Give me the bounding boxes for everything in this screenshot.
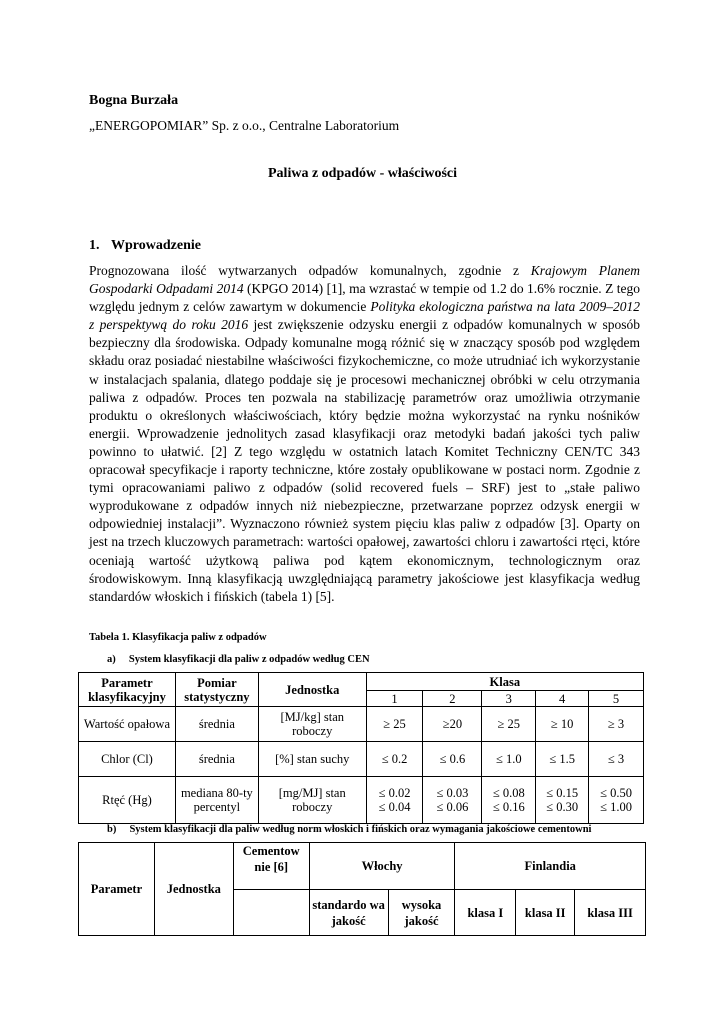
header-cement-empty: [233, 890, 309, 936]
paper-title: Paliwa z odpadów - właściwości: [268, 166, 457, 181]
header-measure: Pomiar statystyczny: [175, 673, 258, 707]
header-parameter: Parametr klasyfikacyjny: [79, 673, 176, 707]
table-row: [79, 742, 644, 777]
header-class: Klasa: [366, 673, 643, 691]
row-value: ≤ 0.2: [366, 742, 423, 777]
row-measure: średnia: [175, 707, 258, 742]
table-caption: Tabela 1. Klasyfikacja paliw z odpadów: [89, 632, 267, 643]
section-number: 1.: [89, 238, 100, 253]
body-text-part: (KPGO 2014) [1], ma wzrastać w tempie od 1.2 do 1.6% rocznie. Z tego względu jednym z celów zawartym w dokumencie: [89, 281, 641, 315]
header-italy-high: wysoka jakość: [388, 890, 455, 936]
row-measure: mediana 80-ty percentyl: [175, 777, 258, 824]
row-value: ≥ 25: [366, 707, 423, 742]
header-parameter: Parametr: [79, 843, 155, 936]
header-finland-class: klasa I: [455, 890, 516, 936]
body-text-emphasis: Polityka ekologiczna państwa na lata 2009–2012 z perspektywą do roku 2016: [89, 299, 640, 333]
header-italy-standard: standardo wa jakość: [309, 890, 388, 936]
body-text-emphasis: Krajowym Planem Gospodarki Odpadami 2014: [89, 263, 640, 297]
row-parameter: Rtęć (Hg): [79, 777, 176, 824]
class-number: 5: [589, 691, 644, 707]
row-value: ≤ 1.0: [482, 742, 536, 777]
header-italy: Włochy: [309, 843, 455, 890]
body-text-part: jest zwiększenie odzysku energii z odpadów komunalnych w sposób bezpieczny dla środowiska. Odpady komunalne mogą różnić się w znaczący sposób pod względem składu oraz posiadać niestabilne właściwości fizykochemiczne, co może utrudniać ich wykorzystanie w instalacjach spalania, dlatego poddaje się je procesowi mechanicznej obróbki w celu otrzymania paliwa z odpadów. Proces ten pozwala na stabilizację parametrów oraz umożliwia otrzymanie produktu o określonych właściwościach, który będzie można wykorzystać na rynku nośników energii. Wprowadzenie jednolitych zasad klasyfikacji oraz metodyki badań jakości tych paliw powinno to ułatwić. [2] Z tego względu w ostatnich latach Komitet Techniczny CEN/TC 343 opracował specyfikacje i raporty techniczne, które zostały opublikowane w postaci norm. Zgodnie z tymi opracowaniami paliwo z odpadów (solid recovered fuels – SRF) jest to „stałe paliwo wyprodukowane z odpadów innych niż niebezpieczne, przetwarzane poprzez odzysk energii w odpowiedniej instalacji”. Wyznaczono również system pięciu klas paliw z odpadów [3]. Oparty on jest na trzech kluczowych parametrach: wartości opałowej, zawartości chloru i zawartości rtęci, które oceniają wartość użytkową paliwa pod kątem ekonomicznym, technologicznym oraz środowiskowym. Inną klasyfikacją uwzględniającą parametry jakościowe jest klasyfikacja według standardów włoskich i fińskich (tabela 1) [5].: [89, 317, 640, 604]
italy-finland-table: [78, 842, 646, 936]
author-name: Bogna Burzała: [89, 93, 179, 108]
row-value: ≤ 0.08 ≤ 0.16: [482, 777, 536, 824]
header-unit: Jednostka: [258, 673, 366, 707]
author-affiliation: „ENERGOPOMIAR” Sp. z o.o., Centralne Laboratorium: [89, 118, 400, 133]
table-row: [79, 777, 644, 824]
row-value: ≥ 10: [536, 707, 589, 742]
row-parameter: Chlor (Cl): [79, 742, 176, 777]
row-parameter: Wartość opałowa: [79, 707, 176, 742]
header-cement: Cementow nie [6]: [233, 843, 309, 890]
row-value: ≤ 1.5: [536, 742, 589, 777]
header-unit: Jednostka: [154, 843, 233, 936]
row-value: ≤ 3: [589, 742, 644, 777]
class-number: 3: [482, 691, 536, 707]
section-title: Wprowadzenie: [111, 238, 201, 253]
row-measure: średnia: [175, 742, 258, 777]
header-finland: Finlandia: [455, 843, 646, 890]
row-value: ≤ 0.15 ≤ 0.30: [536, 777, 589, 824]
cen-classification-table: [78, 672, 644, 824]
body-paragraph: [89, 262, 640, 606]
row-unit: [mg/MJ] stan roboczy: [258, 777, 366, 824]
row-unit: [MJ/kg] stan roboczy: [258, 707, 366, 742]
table-a-subtitle: a) System klasyfikacji dla paliw z odpadów według CEN: [107, 654, 370, 665]
class-number: 1: [366, 691, 423, 707]
section-heading: [89, 238, 201, 254]
row-value: ≥ 25: [482, 707, 536, 742]
row-value: ≥ 3: [589, 707, 644, 742]
header-finland-class: klasa II: [516, 890, 575, 936]
class-number: 2: [423, 691, 482, 707]
row-value: ≥20: [423, 707, 482, 742]
table-b-subtitle: b) System klasyfikacji dla paliw według norm włoskich i fińskich oraz wymagania jakościowe cementowni: [107, 824, 592, 835]
header-finland-class: klasa III: [575, 890, 646, 936]
row-value: ≤ 0.50 ≤ 1.00: [589, 777, 644, 824]
row-value: ≤ 0.6: [423, 742, 482, 777]
row-unit: [%] stan suchy: [258, 742, 366, 777]
row-value: ≤ 0.03 ≤ 0.06: [423, 777, 482, 824]
class-number: 4: [536, 691, 589, 707]
row-value: ≤ 0.02 ≤ 0.04: [366, 777, 423, 824]
table-row: [79, 707, 644, 742]
body-text-part: Prognozowana ilość wytwarzanych odpadów komunalnych, zgodnie z: [89, 263, 531, 278]
